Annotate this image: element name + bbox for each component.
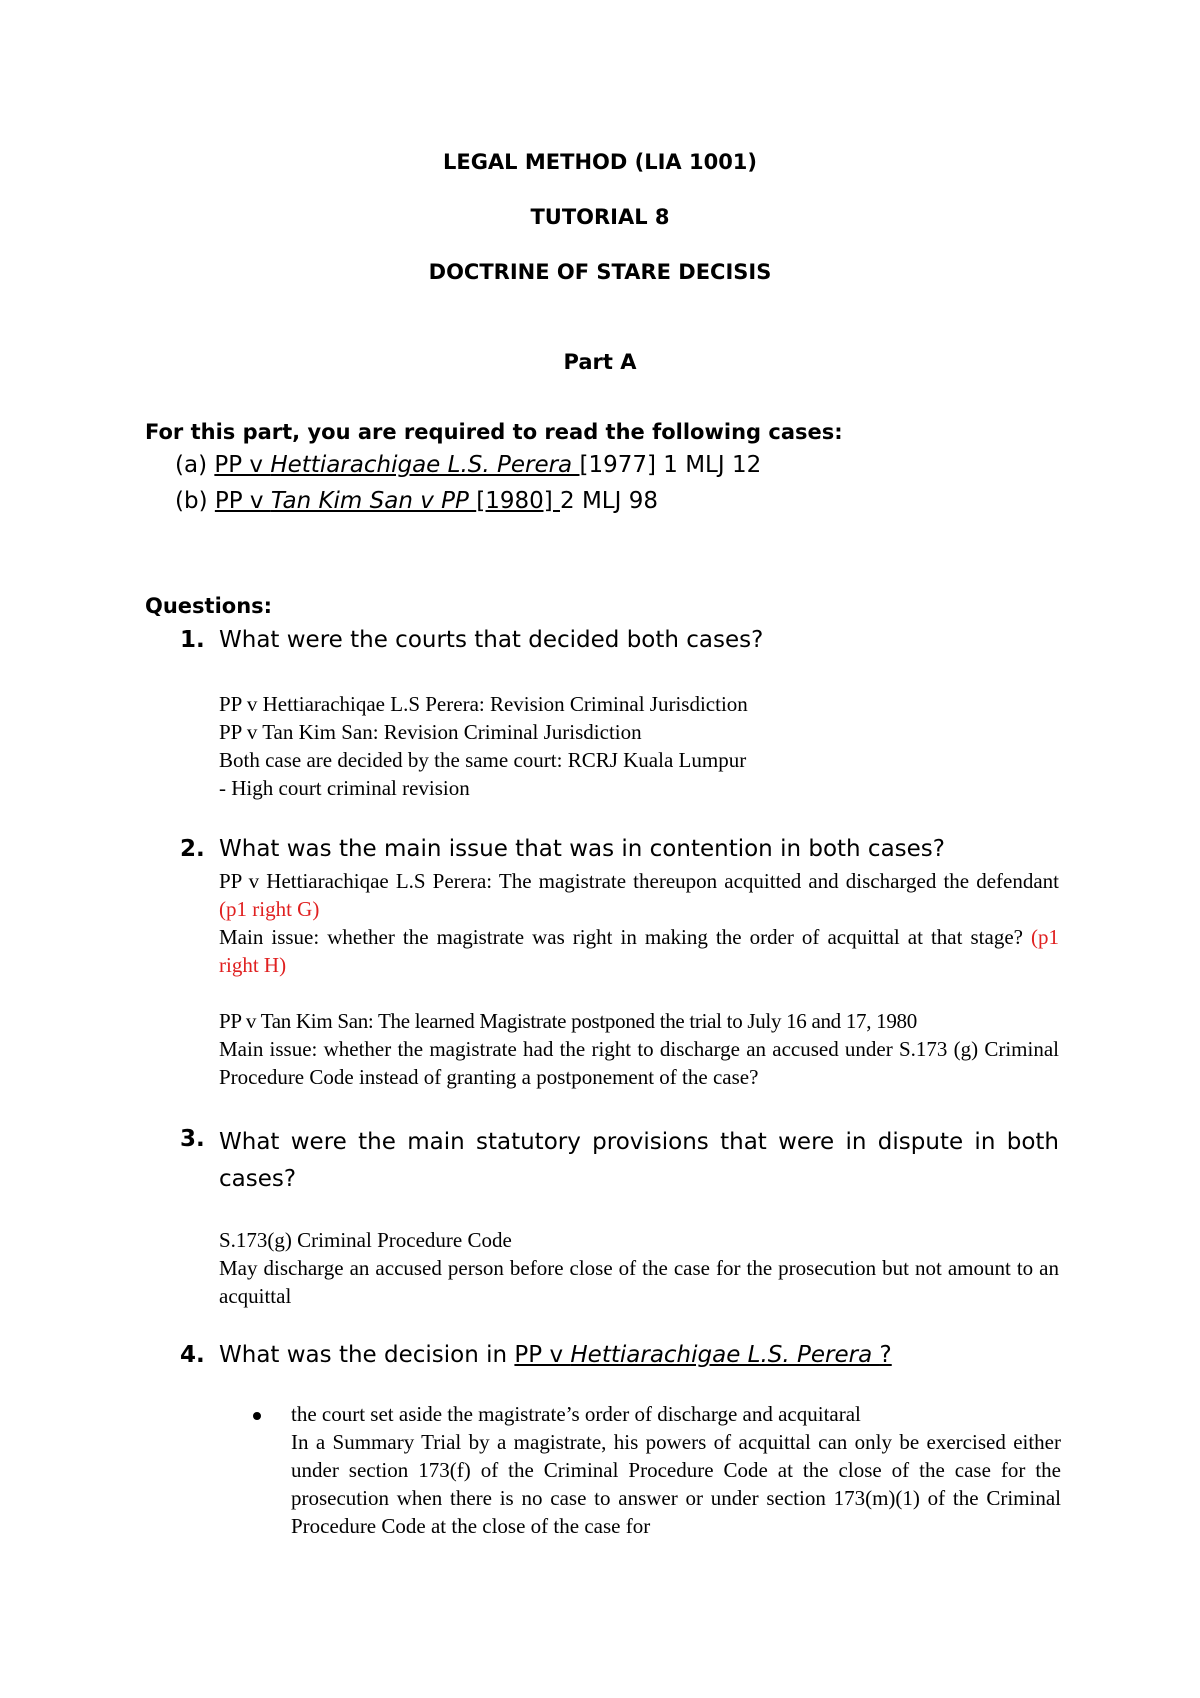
q3-text: What were the main statutory provisions that were in dispute in both cases? xyxy=(219,1129,1059,1192)
q1-number: 1. xyxy=(180,627,205,653)
questions-heading: Questions: xyxy=(145,594,273,618)
q4-text xyxy=(219,1342,892,1368)
q4-bullet-body: In a Summary Trial by a magistrate, his powers of acquittal can only be exercised either under section 173(f) of the Criminal Procedure Code at the close of the case for the prosecution when there is no case to answer or under section 173(m)(1) of the Criminal Procedure Code at the close of the case for xyxy=(291,1430,1061,1538)
q2-answer-2 xyxy=(219,923,1059,979)
bullet-icon xyxy=(253,1412,261,1420)
q2-answer-1-ref: (p1 right G) xyxy=(219,897,320,921)
q2-answer-2-text: Main issue: whether the magistrate was right in making the order of acquittal at that stage? xyxy=(219,925,1031,949)
q2-answer-3: PP v Tan Kim San: The learned Magistrate postponed the trial to July 16 and 17, 1980 xyxy=(219,1009,917,1033)
intro-text: For this part, you are required to read the following cases: xyxy=(145,420,843,444)
part-heading: Part A xyxy=(563,350,637,374)
q3-number: 3. xyxy=(180,1126,205,1152)
q4-number: 4. xyxy=(180,1342,205,1368)
case-b-name-prefix: PP v xyxy=(214,488,271,514)
case-b-name: Tan Kim San v PP xyxy=(270,488,477,514)
case-a-citation: [1977] 1 MLJ 12 xyxy=(579,452,762,478)
q4-bullet-lead: the court set aside the magistrate’s order of discharge and acquitaral xyxy=(291,1402,861,1426)
case-a-name-prefix: PP v xyxy=(214,452,271,478)
case-b-year: [1980] xyxy=(476,488,561,514)
q1-text: What were the courts that decided both cases? xyxy=(219,627,764,653)
q3-answer-1: S.173(g) Criminal Procedure Code xyxy=(219,1228,512,1252)
case-a-label: (a) xyxy=(175,452,208,478)
q1-answer-line: Both case are decided by the same court: RCRJ Kuala Lumpur xyxy=(219,748,747,772)
q2-number: 2. xyxy=(180,836,205,862)
q4-question-mark: ? xyxy=(879,1342,892,1368)
document-title: LEGAL METHOD (LIA 1001) xyxy=(442,150,758,174)
q2-answer-1 xyxy=(219,867,1059,923)
q2-answer-4: Main issue: whether the magistrate had the right to discharge an accused under S.173 (g) Criminal Procedure Code instead of granting a postponement of the case? xyxy=(219,1037,1059,1089)
topic-heading: DOCTRINE OF STARE DECISIS xyxy=(428,260,772,284)
q1-answer xyxy=(219,690,1059,802)
case-b-label: (b) xyxy=(175,488,208,514)
q4-text-prefix: What was the decision in xyxy=(219,1342,515,1368)
q2-text: What was the main issue that was in contention in both cases? xyxy=(219,836,945,862)
case-b xyxy=(175,488,658,514)
q3-answer-2: May discharge an accused person before close of the case for the prosecution but not amount to an acquittal xyxy=(219,1256,1059,1308)
case-a-name: Hettiarachigae L.S. Perera xyxy=(270,452,580,478)
q4-case-prefix: PP v xyxy=(514,1342,571,1368)
q2-answer-1-text: PP v Hettiarachiqae L.S Perera: The magistrate thereupon acquitted and discharged the defendant xyxy=(219,869,1059,893)
case-b-citation: 2 MLJ 98 xyxy=(560,488,658,514)
q1-answer-line: - High court criminal revision xyxy=(219,776,470,800)
q1-answer-line: PP v Tan Kim San: Revision Criminal Jurisdiction xyxy=(219,720,642,744)
case-a xyxy=(175,452,761,478)
q2-answer-2-ref: (p1 right H) xyxy=(219,925,1059,977)
q4-case-name: Hettiarachigae L.S. Perera xyxy=(570,1342,880,1368)
tutorial-heading: TUTORIAL 8 xyxy=(530,205,670,229)
q1-answer-line: PP v Hettiarachiqae L.S Perera: Revision Criminal Jurisdiction xyxy=(219,692,748,716)
